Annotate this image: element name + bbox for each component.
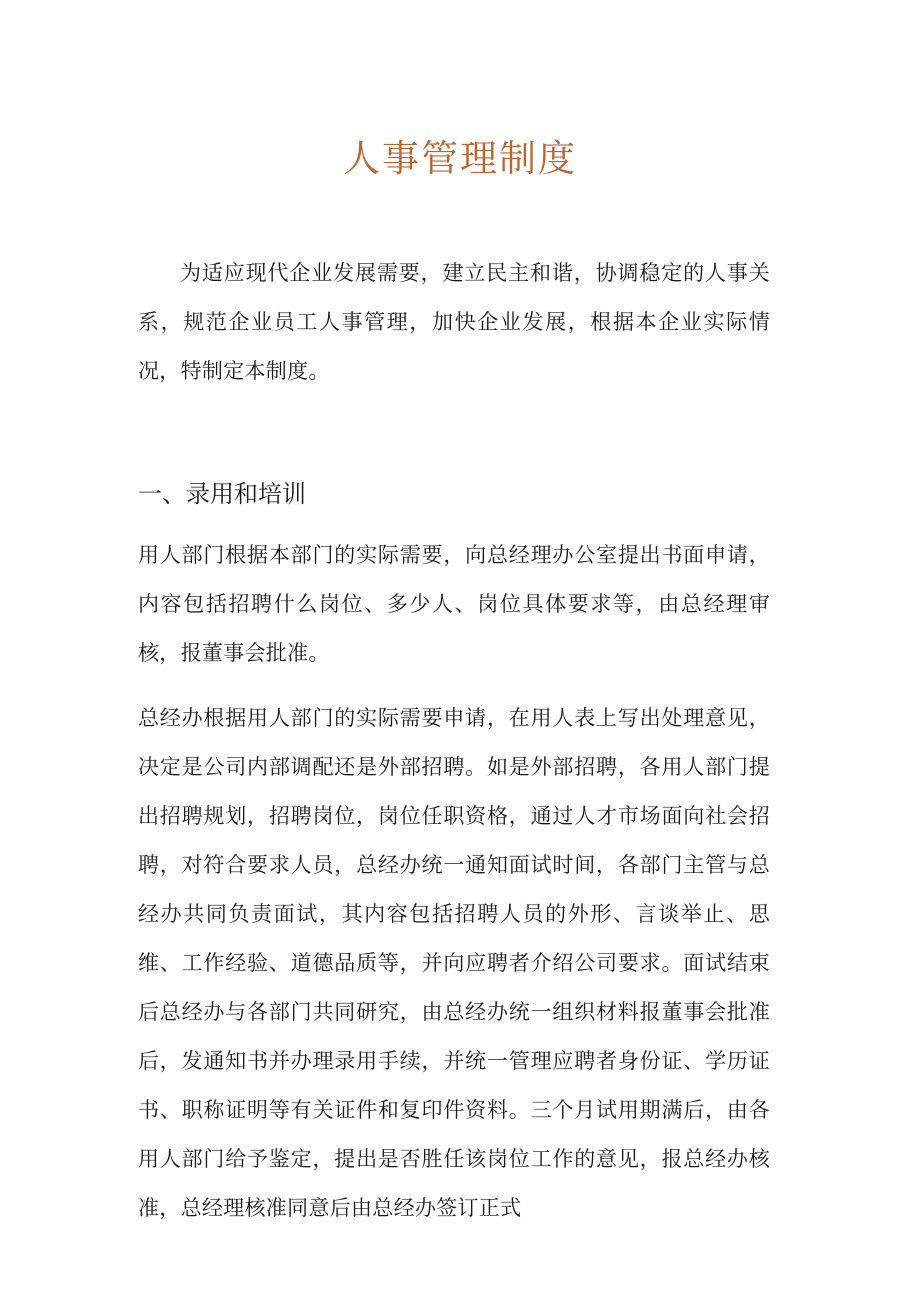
intro-paragraph: 为适应现代企业发展需要，建立民主和谐，协调稳定的人事关系，规范企业员工人事管理，加快企业发展，根据本企业实际情况，特制定本制度。: [138, 261, 770, 383]
document-title: 人事管理制度: [343, 137, 577, 180]
section-heading: 一、录用和培训: [138, 480, 306, 508]
body-paragraph: 总经办根据用人部门的实际需要申请，在用人表上写出处理意见，决定是公司内部调配还是外部招聘。如是外部招聘，各用人部门提出招聘规划，招聘岗位，岗位任职资格，通过人才市场面向社会招聘，对符合要求人员，总经办统一通知面试时间，各部门主管与总经办共同负责面试，其内容包括招聘人员的外形、言谈举止、思维、工作经验、道德品质等，并向应聘者介绍公司要求。面试结束后总经办与各部门共同研究，由总经办统一组织材料报董事会批准后，发通知书并办理录用手续，并统一管理应聘者身份证、学历证书、职称证明等有关证件和复印件资料。三个月试用期满后，由各用人部门给予鉴定，提出是否胜任该岗位工作的意见，报总经办核准，总经理核准同意后由总经办签订正式: [138, 706, 770, 1220]
body-paragraph: 用人部门根据本部门的实际需要，向总经理办公室提出书面申请，内容包括招聘什么岗位、多少人、岗位具体要求等，由总经理审核，报董事会批准。: [138, 543, 770, 665]
